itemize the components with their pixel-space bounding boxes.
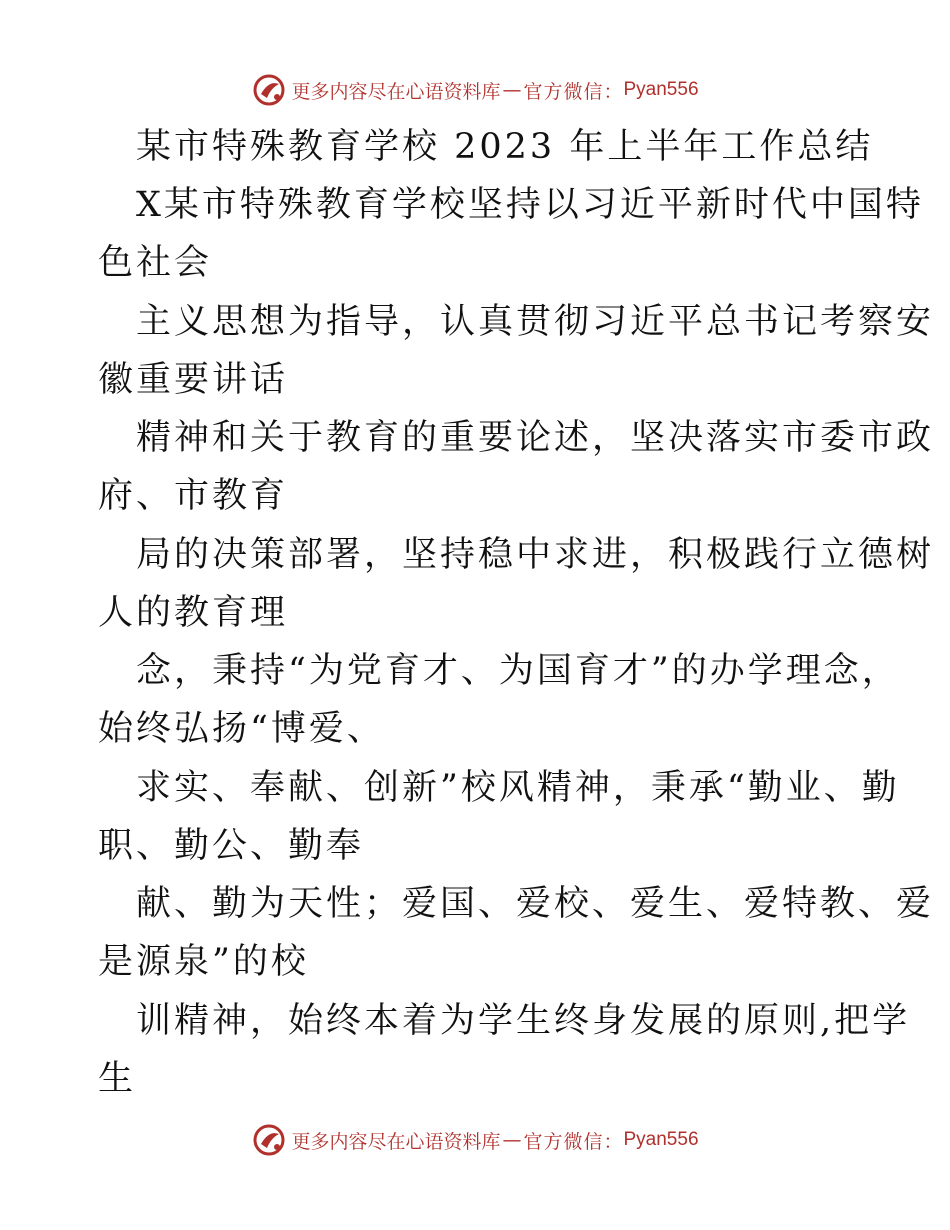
doc-line: 始终弘扬“博爱、: [98, 709, 385, 749]
doc-line: 局的决策部署，坚持稳中求进，积极践行立德树: [136, 535, 935, 575]
doc-line: 主义思想为指导，认真贯彻习近平总书记考察安: [136, 302, 935, 342]
doc-line: 训精神，始终本着为学生终身发展的原则,把学: [136, 1001, 911, 1041]
banner-text: 更多内容尽在心语资料库: [291, 80, 501, 103]
doc-line: 人的教育理: [98, 593, 289, 633]
doc-line: 生: [98, 1059, 137, 1099]
banner-dash: —: [502, 79, 522, 101]
doc-line: 徽重要讲话: [98, 360, 289, 400]
doc-title: 某市特殊教育学校 2023 年上半年工作总结: [136, 127, 874, 167]
doc-line: X某市特殊教育学校坚持以习近平新时代中国特: [136, 185, 924, 225]
banner-wechat-label: 官方微信：: [523, 80, 624, 103]
footer-banner: [0, 1120, 950, 1160]
brand-logo-icon: [251, 1122, 287, 1158]
banner-wechat-label: 官方微信：: [523, 1130, 624, 1153]
doc-line: 求实、奉献、创新”校风精神，秉承“勤业、勤: [136, 768, 900, 808]
banner-text: 更多内容尽在心语资料库: [291, 1130, 501, 1153]
banner-wechat-id: Pyan556: [623, 1129, 699, 1150]
doc-line: 精神和关于教育的重要论述，坚决落实市委市政: [136, 418, 935, 458]
banner-dash: —: [502, 1129, 522, 1151]
brand-logo-icon: [251, 72, 287, 108]
banner-wechat-id: Pyan556: [623, 79, 699, 100]
doc-line: 献、勤为天性；爱国、爱校、爱生、爱特教、爱: [136, 884, 935, 924]
header-banner: [0, 70, 950, 110]
doc-line: 色社会: [98, 243, 213, 283]
doc-line: 是源泉”的校: [98, 942, 309, 982]
doc-line: 职、勤公、勤奉: [98, 826, 365, 866]
doc-line: 府、市教育: [98, 476, 289, 516]
doc-line: 念，秉持“为党育才、为国育才”的办学理念，: [136, 651, 900, 691]
